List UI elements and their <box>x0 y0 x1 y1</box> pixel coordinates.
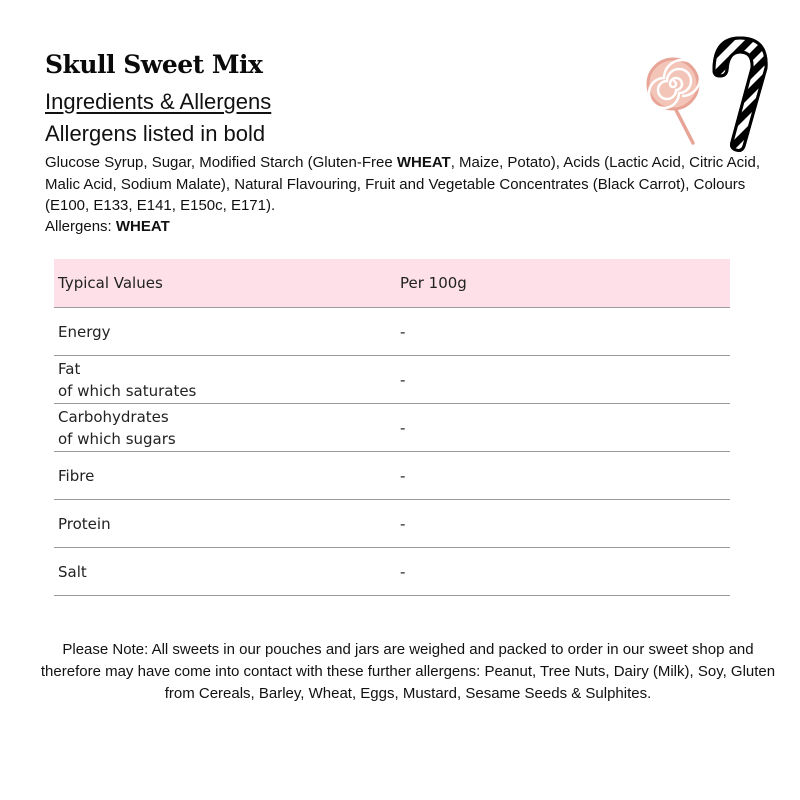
allergens-summary <box>45 218 170 235</box>
nutrient-value: - <box>396 356 730 404</box>
ingredients-part: Glucose Syrup, Sugar, Modified Starch (Gluten-Free <box>45 154 397 171</box>
nutrient-name <box>54 500 396 548</box>
allergens-value: WHEAT <box>115 218 170 235</box>
table-row <box>54 308 730 356</box>
allergens-label: Allergens: <box>45 218 116 235</box>
table-row <box>54 452 730 500</box>
nutrient-label: Salt <box>58 562 87 581</box>
allergy-disclaimer: Please Note: All sweets in our pouches and jars are weighed and packed to order in our sweet shop and therefore may have come into contact with these further allergens: Peanut, Tree Nuts, Dairy (Milk), Soy, Gluten from Cereals, Barley, Wheat, Eggs, Mustard, Sesame Seeds & Sulphites. <box>40 641 776 702</box>
table-header-row <box>54 259 730 308</box>
nutrient-label: Fibre <box>58 466 95 485</box>
nutrient-label: Carbohydrates <box>58 407 169 426</box>
nutrient-label: Fat <box>58 359 81 378</box>
nutrient-name <box>54 452 396 500</box>
nutrient-value: - <box>396 308 730 356</box>
nutrient-sublabel: of which sugars <box>58 429 176 448</box>
ingredients-part: , Maize, Potato), Acids (Lactic Acid, Citric Acid, Malic Acid, Sodium Malate), Natural Flavouring, Fruit and Vegetable Concentrates (Black Carrot), Colours (E100, E133, E141, E150c, E171). <box>45 154 760 214</box>
nutrient-name <box>54 308 396 356</box>
nutrient-sublabel: of which saturates <box>58 381 197 400</box>
nutrient-value: - <box>396 500 730 548</box>
table-row <box>54 404 730 452</box>
lollipop-icon <box>645 55 707 147</box>
nutrient-value: - <box>396 548 730 596</box>
column-header-typical-values: Typical Values <box>54 259 396 308</box>
candy-cane-icon <box>700 30 775 155</box>
nutrition-table <box>54 259 730 596</box>
section-heading: Ingredients & Allergens <box>45 89 272 114</box>
nutrient-label: Protein <box>58 514 111 533</box>
allergen-note: Allergens listed in bold <box>45 121 266 146</box>
nutrient-value: - <box>396 404 730 452</box>
ingredients-text <box>45 152 765 217</box>
column-header-per-100g: Per 100g <box>396 259 730 308</box>
table-row <box>54 356 730 404</box>
nutrient-name <box>54 404 396 452</box>
nutrient-label: Energy <box>58 322 111 341</box>
product-title: Skull Sweet Mix <box>45 50 263 79</box>
table-row <box>54 500 730 548</box>
nutrient-name <box>54 356 396 404</box>
nutrient-value: - <box>396 452 730 500</box>
nutrient-name <box>54 548 396 596</box>
allergen-highlight: WHEAT <box>396 154 451 171</box>
table-row <box>54 548 730 596</box>
